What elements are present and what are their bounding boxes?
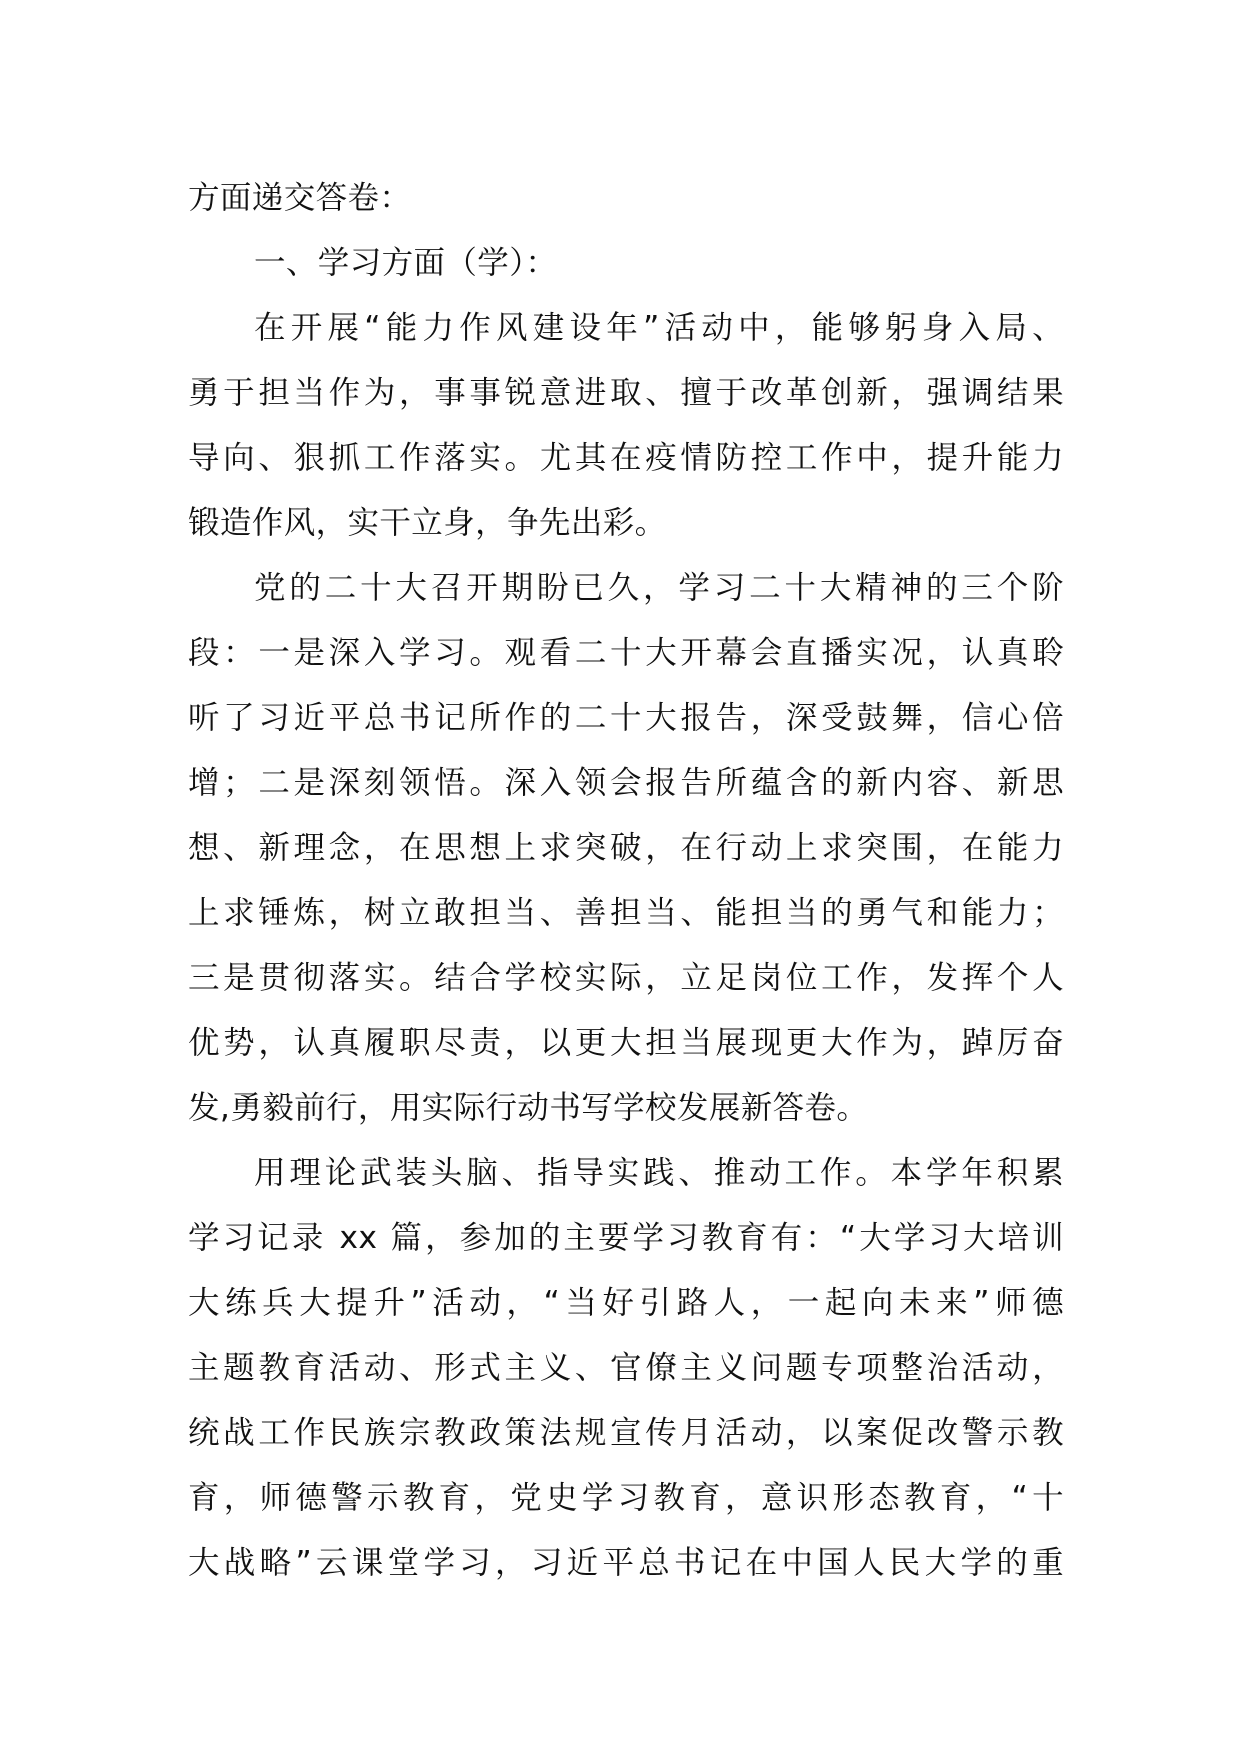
text-line: 增；二是深刻领悟。深入领会报告所蕴含的新内容、新思: [188, 765, 1064, 801]
text-line: 三是贯彻落实。结合学校实际，立足岗位工作，发挥个人: [188, 960, 1064, 996]
text-line: 锻造作风，实干立身，争先出彩。: [188, 505, 667, 541]
document-body: [188, 166, 1064, 1596]
text-line: 用理论武装头脑、指导实践、推动工作。本学年积累: [254, 1155, 1064, 1191]
text-line: 大战略”云课堂学习，习近平总书记在中国人民大学的重: [188, 1545, 1064, 1581]
text-line: 在开展“能力作风建设年”活动中，能够躬身入局、: [254, 310, 1064, 346]
text-line: 听了习近平总书记所作的二十大报告，深受鼓舞，信心倍: [188, 700, 1064, 736]
text-line: 育，师德警示教育，党史学习教育，意识形态教育，“十: [188, 1480, 1064, 1516]
text-line: 大练兵大提升”活动，“当好引路人，一起向未来”师德: [188, 1285, 1064, 1321]
text-line: 勇于担当作为，事事锐意进取、擅于改革创新，强调结果: [188, 375, 1064, 411]
text-line: 学习记录 xx 篇，参加的主要学习教育有：“大学习大培训: [188, 1220, 1064, 1256]
text-line: 导向、狠抓工作落实。尤其在疫情防控工作中，提升能力: [188, 440, 1064, 476]
text-line: 上求锤炼，树立敢担当、善担当、能担当的勇气和能力；: [188, 895, 1064, 931]
text-line: 段：一是深入学习。观看二十大开幕会直播实况，认真聆: [188, 635, 1064, 671]
text-line: 发,勇毅前行，用实际行动书写学校发展新答卷。: [188, 1090, 869, 1126]
text-line: 统战工作民族宗教政策法规宣传月活动，以案促改警示教: [188, 1415, 1064, 1451]
text-line: 主题教育活动、形式主义、官僚主义问题专项整治活动，: [188, 1350, 1064, 1386]
text-line: 党的二十大召开期盼已久，学习二十大精神的三个阶: [254, 570, 1064, 606]
text-line: 优势，认真履职尽责，以更大担当展现更大作为，踔厉奋: [188, 1025, 1064, 1061]
section-heading: 一、学习方面（学）：: [254, 245, 558, 281]
text-line: 方面递交答卷：: [188, 180, 412, 216]
text-line: 想、新理念，在思想上求突破，在行动上求突围，在能力: [188, 830, 1064, 866]
